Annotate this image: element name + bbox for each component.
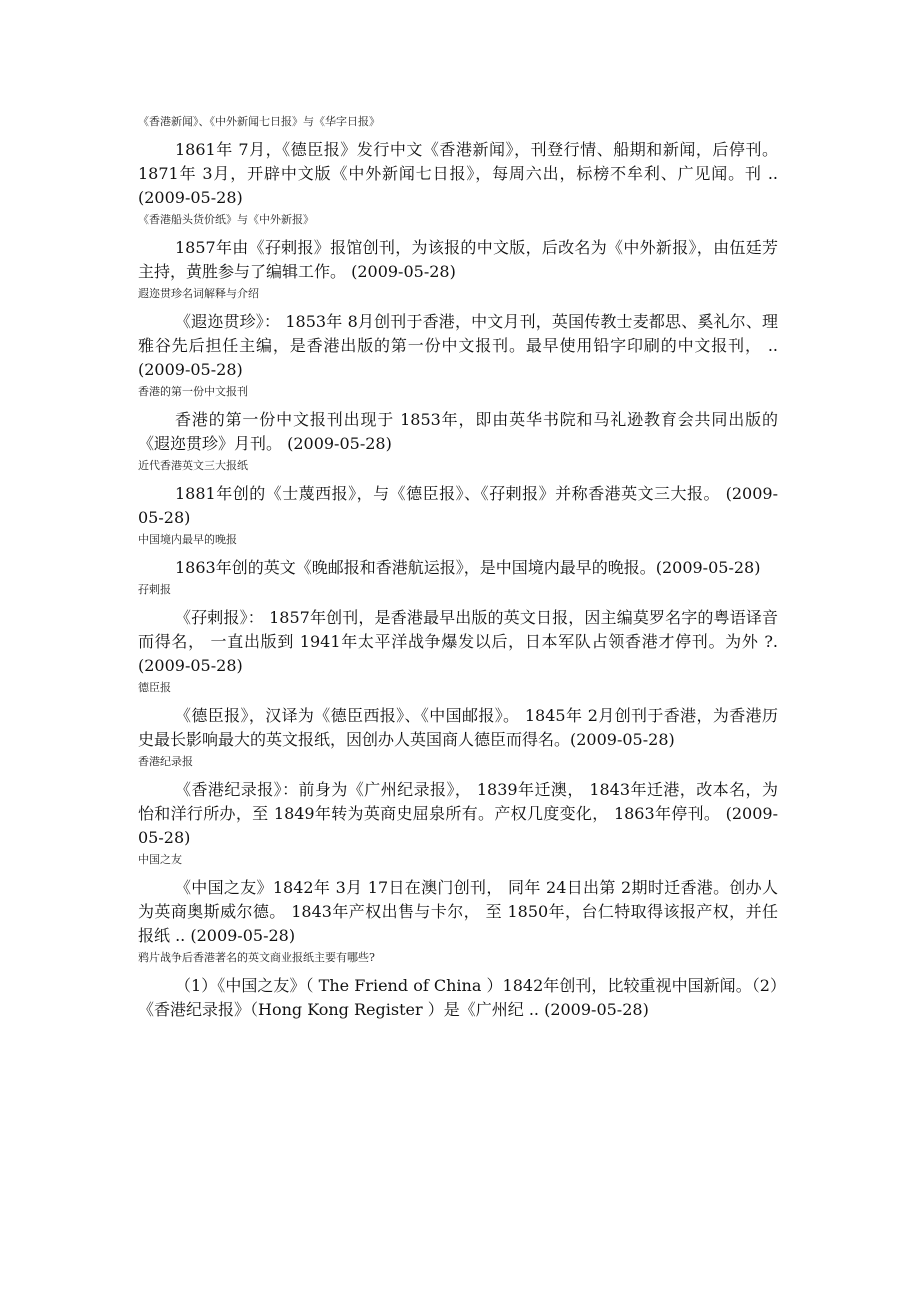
entry-hk-shipping-price: [138, 212, 778, 284]
entry-post-opium-war-papers: [138, 950, 778, 1022]
entry-china-mail: [138, 680, 778, 752]
entry-title[interactable]: 鸦片战争后香港著名的英文商业报纸主要有哪些?: [138, 951, 375, 964]
entry-body: 1861年 7月，《德臣报》发行中文《香港新闻》，刊登行情、船期和新闻，后停刊。 1871年 3月，开辟中文版《中外新闻七日报》，每周六出，标榜不牟利、广见闻。刊 .. (2009-05-28): [138, 140, 778, 207]
entry-first-chinese-periodical: [138, 384, 778, 456]
entry-body: （1）《中国之友》（ The Friend of China ）1842年创刊，比较重视中国新闻。（2）《香港纪录报》（Hong Kong Register ）是《广州纪 .. (2009-05-28): [138, 976, 778, 1019]
entry-friend-of-china: [138, 852, 778, 948]
entry-body: 《遐迩贯珍》： 1853年 8月创刊于香港，中文月刊，英国传教士麦都思、奚礼尔、理雅谷先后担任主编，是香港出版的第一份中文报刊。最早使用铅字印刷的中文报刊， .. (2009-05-28): [138, 312, 778, 379]
entry-three-english-papers: [138, 458, 778, 530]
entry-title[interactable]: 遐迩贯珍名词解释与介绍: [138, 287, 259, 300]
entry-daily-press: [138, 582, 778, 678]
entry-body: 《香港纪录报》：前身为《广州纪录报》， 1839年迁澳， 1843年迁港，改本名，为怡和洋行所办，至 1849年转为英商史屈泉所有。产权几度变化， 1863年停刊。 (2009-05-28): [138, 780, 778, 847]
document-page: [138, 114, 778, 1024]
entry-body: 1881年创的《士蔑西报》，与《德臣报》、《孖剌报》并称香港英文三大报。 (2009-05-28): [138, 484, 778, 527]
entry-body: 1857年由《孖剌报》报馆创刊，为该报的中文版，后改名为《中外新报》，由伍廷芳主持，黄胜参与了编辑工作。 (2009-05-28): [138, 238, 778, 281]
entry-title[interactable]: 中国境内最早的晚报: [138, 533, 237, 546]
entry-title[interactable]: 德臣报: [138, 681, 171, 694]
entry-title[interactable]: 中国之友: [138, 853, 182, 866]
entry-body: 1863年创的英文《晚邮报和香港航运报》，是中国境内最早的晚报。(2009-05-28): [175, 558, 761, 577]
entry-hk-news: [138, 114, 778, 210]
entry-earliest-evening-paper: [138, 532, 778, 580]
entry-body: 《孖剌报》： 1857年创刊，是香港最早出版的英文日报，因主编莫罗名字的粤语译音而得名， 一直出版到 1941年太平洋战争爆发以后，日本军队占领香港才停刊。为外 ?. (2009-05-28): [138, 608, 778, 675]
entry-body: 《德臣报》，汉译为《德臣西报》、《中国邮报》。 1845年 2月创刊于香港，为香港历史最长影响最大的英文报纸，因创办人英国商人德臣而得名。(2009-05-28): [138, 706, 778, 749]
entry-title[interactable]: 《香港新闻》、《中外新闻七日报》与《华字日报》: [138, 115, 380, 128]
entry-title[interactable]: 孖剌报: [138, 583, 171, 596]
entry-title[interactable]: 《香港船头货价纸》与《中外新报》: [138, 213, 314, 226]
entry-xia-er-guan-zhen: [138, 286, 778, 382]
entry-hk-register: [138, 754, 778, 850]
entry-body: 《中国之友》1842年 3月 17日在澳门创刊， 同年 24日出第 2期时迁香港。创办人为英商奥斯威尔德。 1843年产权出售与卡尔， 至 1850年，台仁特取得该报产权，并任报纸 .. (2009-05-28): [138, 878, 778, 945]
entry-title[interactable]: 香港纪录报: [138, 755, 193, 768]
entry-title[interactable]: 香港的第一份中文报刊: [138, 385, 248, 398]
entry-title[interactable]: 近代香港英文三大报纸: [138, 459, 248, 472]
entry-body: 香港的第一份中文报刊出现于 1853年，即由英华书院和马礼逊教育会共同出版的《遐迩贯珍》月刊。 (2009-05-28): [138, 410, 778, 453]
